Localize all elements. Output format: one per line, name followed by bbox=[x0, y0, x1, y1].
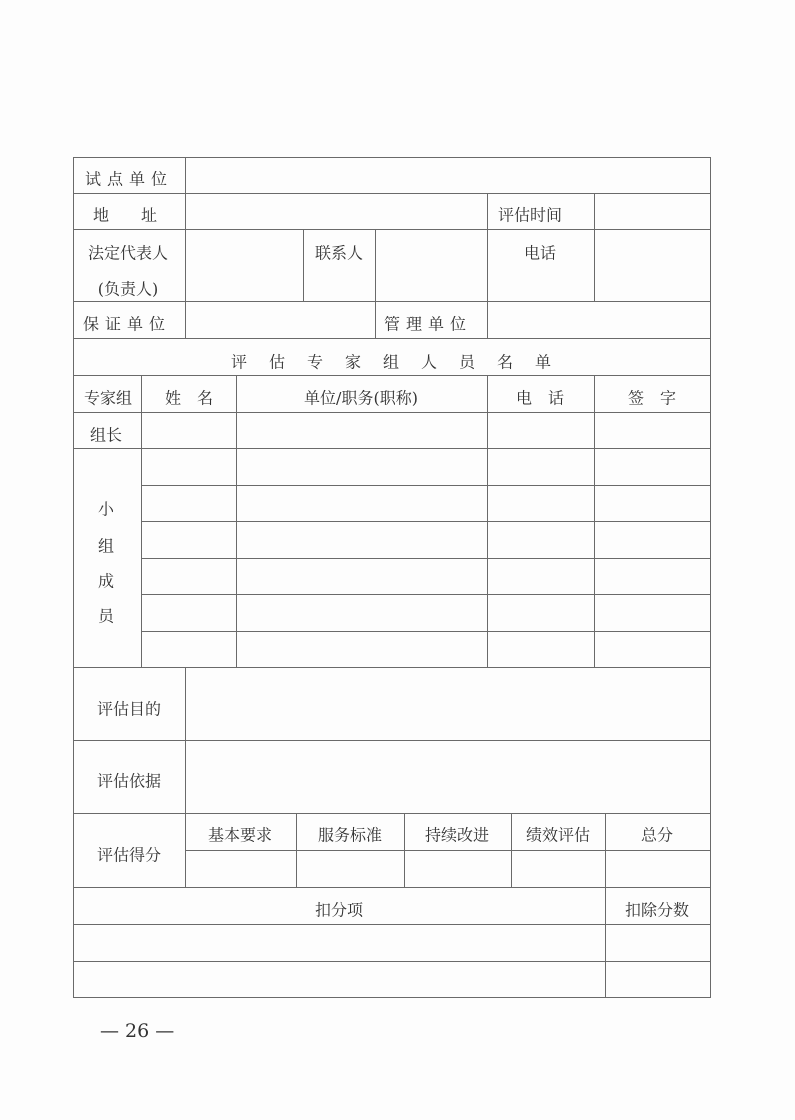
table-rule bbox=[73, 924, 711, 925]
score-col-basic: 基本要求 bbox=[207, 825, 273, 845]
label-legal-rep: 法定代表人 bbox=[87, 243, 169, 263]
score-col-improve: 持续改进 bbox=[424, 825, 490, 845]
table-rule bbox=[73, 229, 711, 230]
table-rule bbox=[185, 667, 186, 888]
table-rule bbox=[73, 412, 711, 413]
score-col-performance: 绩效评估 bbox=[525, 825, 591, 845]
table-rule bbox=[73, 740, 711, 741]
score-col-total: 总分 bbox=[640, 825, 674, 845]
table-rule bbox=[487, 193, 488, 339]
table-rule bbox=[511, 813, 512, 888]
table-rule bbox=[185, 157, 186, 339]
label-address: 地 址 bbox=[92, 205, 158, 225]
label-members-2: 组 bbox=[97, 536, 115, 556]
table-rule bbox=[236, 375, 237, 668]
label-members-4: 员 bbox=[97, 606, 115, 626]
header-name: 姓 名 bbox=[164, 388, 214, 408]
label-legal-rep-sub: (负责人) bbox=[97, 279, 159, 299]
table-rule bbox=[73, 448, 711, 449]
label-management-unit: 管理单位 bbox=[383, 314, 473, 334]
header-signature: 签 字 bbox=[627, 388, 677, 408]
header-unit-title: 单位/职务(职称) bbox=[304, 388, 418, 408]
table-rule bbox=[73, 157, 711, 158]
header-expert-group: 专家组 bbox=[83, 388, 133, 408]
table-rule bbox=[141, 485, 711, 486]
page-number: — 26 — bbox=[100, 1020, 175, 1042]
table-rule bbox=[73, 997, 711, 998]
label-members-3: 成 bbox=[97, 571, 115, 591]
table-rule bbox=[73, 157, 74, 998]
label-contact: 联系人 bbox=[314, 243, 364, 263]
table-rule bbox=[73, 961, 711, 962]
table-rule bbox=[605, 813, 606, 998]
table-rule bbox=[73, 375, 711, 376]
table-rule bbox=[710, 157, 711, 998]
label-basis: 评估依据 bbox=[96, 771, 162, 791]
table-rule bbox=[73, 193, 711, 194]
header-deduction-item: 扣分项 bbox=[314, 900, 364, 920]
table-rule bbox=[141, 375, 142, 668]
table-rule bbox=[594, 193, 595, 302]
header-phone: 电 话 bbox=[515, 388, 565, 408]
score-col-service: 服务标准 bbox=[317, 825, 383, 845]
table-rule bbox=[73, 887, 711, 888]
label-leader: 组长 bbox=[89, 425, 123, 445]
table-rule bbox=[141, 521, 711, 522]
table-rule bbox=[141, 558, 711, 559]
label-phone: 电话 bbox=[523, 243, 557, 263]
table-rule bbox=[73, 338, 711, 339]
table-rule bbox=[404, 813, 405, 888]
table-rule bbox=[296, 813, 297, 888]
table-rule bbox=[141, 631, 711, 632]
table-rule bbox=[185, 850, 711, 851]
label-purpose: 评估目的 bbox=[96, 699, 162, 719]
table-rule bbox=[487, 375, 488, 668]
table-rule bbox=[73, 813, 711, 814]
expert-list-title: 评估专家组人员名单 bbox=[230, 352, 574, 372]
table-rule bbox=[375, 229, 376, 339]
table-rule bbox=[73, 301, 711, 302]
table-rule bbox=[141, 594, 711, 595]
label-pilot-unit: 试点单位 bbox=[84, 169, 174, 189]
table-rule bbox=[73, 667, 711, 668]
label-guarantee-unit: 保证单位 bbox=[82, 314, 172, 334]
label-score: 评估得分 bbox=[96, 845, 162, 865]
table-rule bbox=[303, 229, 304, 302]
label-eval-time: 评估时间 bbox=[497, 205, 563, 225]
label-members-1: 小 bbox=[97, 499, 115, 519]
header-deduction-points: 扣除分数 bbox=[624, 900, 690, 920]
table-rule bbox=[594, 375, 595, 668]
